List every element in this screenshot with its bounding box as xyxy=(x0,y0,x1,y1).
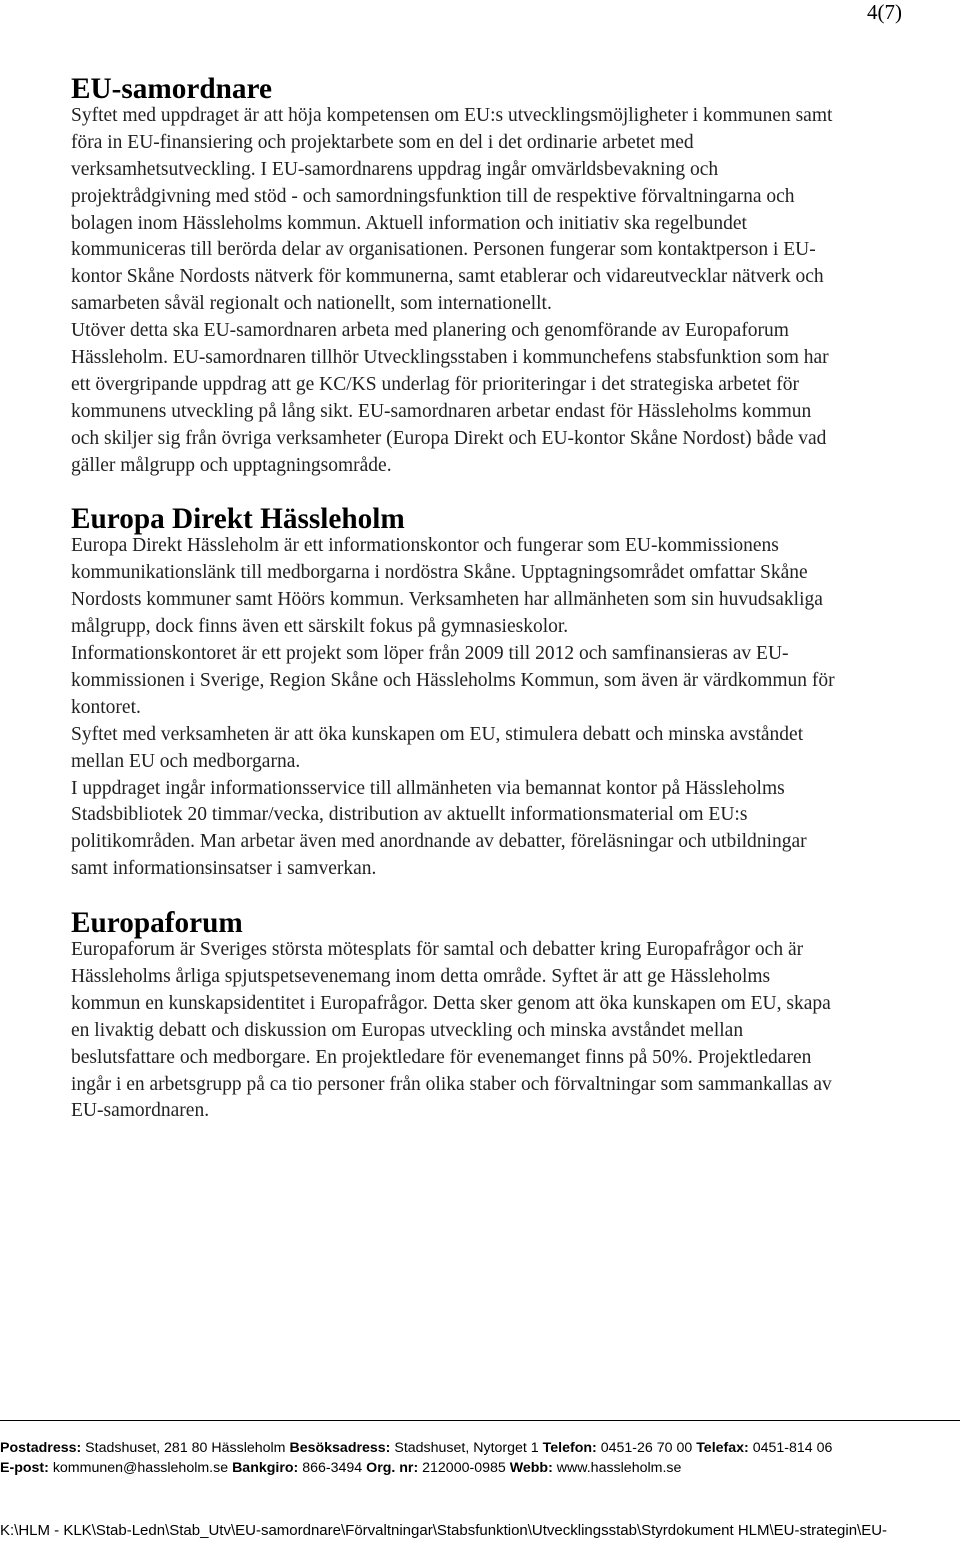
paragraph: Europaforum är Sveriges största mötesplats för samtal och debatter kring Europafrågor och är Hässleholms årliga spjutspetsevenemang inom detta område. Syftet är att ge Hässleholms kommun en kunskapsidentitet i Europafrågor. Detta sker genom att öka kunskapen om EU, skapa en livaktig debatt och diskussion om Europas utveckling och minska avståndet mellan beslutsfattare och medborgare. En projektledare för evenemanget finns på 50%. Projektledaren ingår i en arbetsgrupp på ca tio personer från olika staber och förvaltningar som sammankallas av EU-samordnaren. xyxy=(71,938,832,1122)
fax-value: 0451-814 06 xyxy=(752,1440,833,1456)
bankgiro-value: 866-3494 xyxy=(302,1460,363,1476)
email-value[interactable]: kommunen@hassleholm.se xyxy=(52,1460,229,1476)
phone-label: Telefon: xyxy=(542,1440,597,1456)
fax-label: Telefax: xyxy=(696,1440,749,1456)
postal-value: Stadshuset, 281 80 Hässleholm xyxy=(85,1440,286,1456)
section-heading-eu-samordnare: EU-samordnare xyxy=(71,73,272,105)
paragraph: Syftet med verksamheten är att öka kunskapen om EU, stimulera debatt och minska avståndet mellan EU och medborgarna. xyxy=(71,723,804,772)
visit-value: Stadshuset, Nytorget 1 xyxy=(394,1440,539,1456)
paragraph: Informationskontoret är ett projekt som löper från 2009 till 2012 och samfinansieras av EU-kommissionen i Sverige, Region Skåne och Hässleholms Kommun, som även är värdkommun för kontoret. xyxy=(71,643,835,718)
paragraph: Utöver detta ska EU-samordnaren arbeta med planering och genomförande av Europaforum Hässleholm. EU-samordnaren tillhör Utvecklingsstaben i kommunchefens stabsfunktion som har ett övergripande uppdrag att ge KC/KS underlag för prioriteringar i det strategiska arbetet för kommunens utveckling på lång sikt. EU-samordnaren arbetar endast för Hässleholms kommun och skiljer sig från övriga verksamheter (Europa Direkt och EU-kontor Skåne Nordost) både vad gäller målgrupp och upptagningsområde. xyxy=(71,320,829,476)
email-label: E-post: xyxy=(0,1460,49,1476)
postal-label: Postadress: xyxy=(0,1440,82,1456)
file-path: K:\HLM - KLK\Stab-Ledn\Stab_Utv\EU-samordnare\Förvaltningar\Stabsfunktion\Utvecklingsstab\Styrdokument HLM\EU-strategin\EU- xyxy=(0,1522,888,1539)
section-heading-europa-direkt: Europa Direkt Hässleholm xyxy=(71,503,405,536)
footer-divider xyxy=(0,1420,960,1421)
paragraph: I uppdraget ingår informationsservice till allmänheten via bemannat kontor på Hässleholms Stadsbibliotek 20 timmar/vecka, distribution av aktuellt informationsmaterial om EU:s politikområden. Man arbetar även med anordnande av debatter, föreläsningar och utbildningar samt informationsinsatser i samverkan. xyxy=(71,777,807,880)
web-label: Webb: xyxy=(509,1460,553,1476)
web-value[interactable]: www.hassleholm.se xyxy=(556,1460,682,1476)
org-label: Org. nr: xyxy=(366,1460,419,1476)
page-number: 4(7) xyxy=(867,0,902,24)
footer-line-1 xyxy=(0,1438,960,1458)
visit-label: Besöksadress: xyxy=(289,1440,391,1456)
phone-value: 0451-26 70 00 xyxy=(600,1440,693,1456)
paragraph: Europa Direkt Hässleholm är ett informationskontor och fungerar som EU-kommissionens kommunikationslänk till medborgarna i nordöstra Skåne. Upptagningsområdet omfattar Skåne Nordosts kommuner samt Höörs kommun. Verksamheten har allmänheten som sin huvudsakliga målgrupp, dock finns även ett särskilt fokus på gymnasieskolor. xyxy=(71,535,823,638)
section-heading-europaforum: Europaforum xyxy=(71,907,243,940)
bankgiro-label: Bankgiro: xyxy=(232,1460,299,1476)
document-body xyxy=(71,73,841,1125)
org-value: 212000-0985 xyxy=(422,1460,506,1476)
paragraph: Syftet med uppdraget är att höja kompetensen om EU:s utvecklingsmöjligheter i kommunen samt föra in EU-finansiering och projektarbete som en del i det ordinarie arbetet med verksamhetsutveckling. I EU-samordnarens uppdrag ingår omvärldsbevakning och projektrådgivning med stöd - och samordningsfunktion till de respektive förvaltningarna och bolagen inom Hässleholms kommun. Aktuell information och initiativ ska regelbundet kommuniceras till berörda delar av organisationen. Personen fungerar som kontaktperson i EU-kontor Skåne Nordosts nätverk för kommunerna, samt etablerar och vidareutvecklar nätverk och samarbeten såväl regionalt och nationellt, som internationellt. xyxy=(71,104,833,315)
footer-line-2 xyxy=(0,1458,960,1478)
footer xyxy=(0,1438,960,1478)
